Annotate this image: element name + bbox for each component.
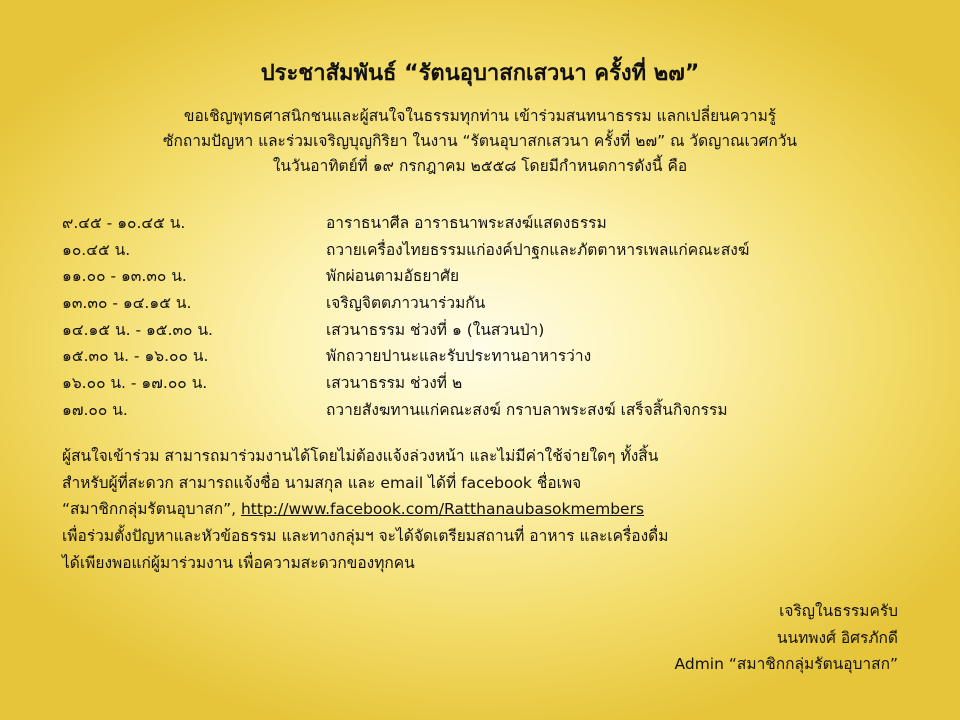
schedule-time: ๑๖.๐๐ น. - ๑๗.๐๐ น. xyxy=(62,374,208,393)
schedule-activity: ถวายสังฆทานแก่คณะสงฆ์ กราบลาพระสงฆ์ เสร็จสิ้นกิจกรรม xyxy=(326,400,728,419)
intro-line: ในวันอาทิตย์ที่ ๑๙ กรกฎาคม ๒๕๕๘ โดยมีกำหนดการดังนี้ คือ xyxy=(272,157,688,175)
intro-line: ซักถามปัญหา และร่วมเจริญบุญกิริยา ในงาน “รัตนอุบาสกเสวนา ครั้งที่ ๒๗” ณ วัดญาณเวศกวัน xyxy=(162,132,798,150)
schedule-activity: เสวนาธรรม ช่วงที่ ๑ (ในสวนป่า) xyxy=(326,320,545,339)
schedule-time: ๑๕.๓๐ น. - ๑๖.๐๐ น. xyxy=(62,347,209,366)
schedule-row xyxy=(62,263,862,290)
schedule-row xyxy=(62,397,862,424)
schedule-row xyxy=(62,210,862,237)
schedule-activity: อาราธนาศีล อาราธนาพระสงฆ์แสดงธรรม xyxy=(326,214,607,232)
signature-closing: เจริญในธรรมครับ xyxy=(779,602,898,620)
notes-line: ผู้สนใจเข้าร่วม สามารถมาร่วมงานได้โดยไม่ต้องแจ้งล่วงหน้า และไม่มีค่าใช้จ่ายใดๆ ทั้งสิ้น xyxy=(62,447,659,465)
schedule-time: ๙.๔๕ - ๑๐.๔๕ น. xyxy=(62,214,186,232)
signature-name: นนทพงศ์ อิศรภักดี xyxy=(776,628,898,647)
notes-line-with-link xyxy=(62,496,882,523)
notes-line: สำหรับผู้ที่สะดวก สามารถแจ้งชื่อ นามสกุล และ email ได้ที่ facebook ชื่อเพจ xyxy=(62,473,582,492)
schedule-activity: เจริญจิตตภาวนาร่วมกัน xyxy=(326,294,486,313)
schedule-time: ๑๗.๐๐ น. xyxy=(62,400,128,419)
schedule-activity: ถวายเครื่องไทยธรรมแก่องค์ปาฐกและภัตตาหารเพลแก่คณะสงฆ์ xyxy=(326,240,750,259)
schedule-time: ๑๐.๔๕ น. xyxy=(62,240,131,259)
signature-role: Admin “สมาชิกกลุ่มรัตนอุบาสก” xyxy=(674,655,898,674)
schedule-activity: พักถวายปานะและรับประทานอาหารว่าง xyxy=(326,347,592,366)
schedule-row xyxy=(62,317,862,344)
schedule-row xyxy=(62,370,862,397)
facebook-link[interactable]: http://www.facebook.com/Ratthanaubasokmembers xyxy=(240,500,645,519)
schedule-time: ๑๑.๐๐ - ๑๓.๓๐ น. xyxy=(62,267,187,286)
notes-line: ได้เพียงพอแก่ผู้มาร่วมงาน เพื่อความสะดวกของทุกคน xyxy=(62,553,415,572)
schedule-time: ๑๓.๓๐ - ๑๔.๑๕ น. xyxy=(62,294,192,313)
schedule-row xyxy=(62,290,862,317)
intro-paragraph xyxy=(60,104,900,179)
schedule-time: ๑๔.๑๕ น. - ๑๕.๓๐ น. xyxy=(62,320,213,339)
notes-paragraph xyxy=(62,443,882,577)
intro-line: ขอเชิญพุทธศาสนิกชนและผู้สนใจในธรรมทุกท่าน เข้าร่วมสนทนาธรรม แลกเปลี่ยนความรู้ xyxy=(183,107,777,125)
schedule-activity: เสวนาธรรม ช่วงที่ ๒ xyxy=(326,374,463,393)
facebook-page-name: “สมาชิกกลุ่มรัตนอุบาสก”, xyxy=(62,500,241,519)
schedule-activity: พักผ่อนตามอัธยาศัย xyxy=(326,267,460,286)
page-title: ประชาสัมพันธ์ “รัตนอุบาสกเสวนา ครั้งที่ ๒๗” xyxy=(260,61,700,86)
signature-block xyxy=(498,598,898,678)
schedule-row xyxy=(62,343,862,370)
notes-line: เพื่อร่วมตั้งปัญหาและหัวข้อธรรม และทางกลุ่มฯ จะได้จัดเตรียมสถานที่ อาหาร และเครื่องดื่ม xyxy=(62,527,669,546)
schedule-row xyxy=(62,237,862,264)
schedule-list xyxy=(62,210,862,424)
